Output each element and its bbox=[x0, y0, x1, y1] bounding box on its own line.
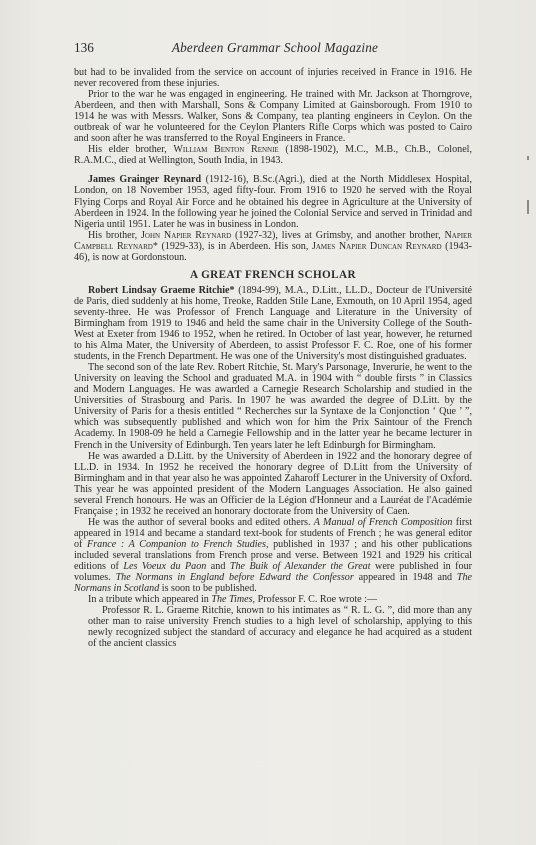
reynard-mid1: (1927-32), lives at Grimsby, and another brother, bbox=[235, 229, 441, 241]
ritchie-name: Robert Lindsay Graeme Ritchie* bbox=[88, 284, 235, 296]
p4-a: He was the author of several books and edited others. bbox=[88, 516, 311, 528]
margin-mark bbox=[527, 156, 529, 160]
newspaper-title: The Times, bbox=[211, 594, 256, 606]
book-title-france: France : A Companion to French Studies, bbox=[87, 538, 269, 550]
book-title-voeux: Les Voeux du Paon bbox=[123, 561, 207, 573]
book-title-normans-england: The Normans in England before Edward the Confessor bbox=[115, 572, 354, 584]
p5-b: Professor F. C. Roe wrote :— bbox=[257, 594, 378, 606]
reynard-brother-before: His brother, bbox=[88, 229, 138, 241]
p4-d: and bbox=[210, 561, 226, 573]
p4-c: published in 1937 ; and his other publications included several translations from French prose and verse. Between 1921 and 1929 his critical editions of bbox=[74, 538, 472, 573]
reynard-name: James Grainger Reynard bbox=[88, 174, 202, 186]
running-title: Aberdeen Grammar School Magazine bbox=[171, 40, 379, 55]
p4-b: first appeared in 1914 and became a standard text-book for students of French ; he was general editor of bbox=[74, 516, 473, 550]
p5-a: In a tribute which appeared in bbox=[88, 594, 209, 606]
ritchie-honours-paragraph: He was awarded a D.Litt. by the University of Aberdeen in 1922 and the honorary degree of LL.D. in 1934. In 1952 he received the honorary degree of D.Litt from the University of Birmingham and in that year also he was appointed Zaharoff Lecturer in the University of Oxford. This year he was appointed president of the Modern Languages Association. He also gained several French honours. He was an Officier de la Légion d'Honneur and a Lauréat de l'Académie Française ; in 1932 he received an honorary doctorate from the University of Caen. bbox=[74, 450, 472, 517]
reynard-brother1-name: John Napier Reynard bbox=[140, 229, 232, 241]
ritchie-tribute-intro-paragraph bbox=[74, 594, 472, 605]
ritchie-intro-paragraph bbox=[74, 285, 472, 362]
ritchie-intro-text: (1894-99), M.A., D.Litt., LL.D., Docteur de l'Université de Paris, died suddenly at his home, Treoke, Radden Stile Lane, Exmouth, on 10 April 1954, aged seventy-three. He was Professor of French Language and Literature in the University of Birmingham from 1919 to 1946 and held the same chair in the University College of the South-West at Exeter from 1946 to 1952, when he retired. In October of last year, however, he returned to his Alma Mater, the University of Aberdeen, to assist Professor F. C. Roe, one of his former students, in the French Department. He was one of the University's most distinguished graduates. bbox=[74, 284, 472, 363]
book-title-normans-scotland: The Normans in Scotland bbox=[74, 572, 473, 595]
rennie-brother-before: His elder brother, bbox=[88, 144, 167, 156]
ritchie-publications-paragraph bbox=[74, 517, 472, 594]
reynard-brother2-name: Napier Campbell Reynard* bbox=[74, 229, 472, 252]
p4-g: is soon to be published. bbox=[161, 583, 257, 595]
p4-e: were published in four volumes. bbox=[74, 561, 472, 584]
reynard-obituary-paragraph bbox=[74, 174, 472, 229]
reynard-family-paragraph bbox=[74, 230, 472, 263]
book-title-manual: A Manual of French Composition bbox=[313, 516, 453, 528]
rennie-continued-paragraph: but had to be invalided from the service on account of injuries received in France in 1916. He never recovered from these injuries. bbox=[74, 67, 472, 90]
margin-mark bbox=[527, 200, 529, 214]
rennie-brother-name: William Benton Rennie bbox=[173, 144, 279, 156]
page-body bbox=[74, 67, 472, 649]
page-number: 136 bbox=[74, 40, 94, 55]
reynard-end: (1943-46), is now at Gordonstoun. bbox=[74, 240, 472, 263]
rennie-career-paragraph: Prior to the war he was engaged in engineering. He trained with Mr. Jackson at Thorngrove, Aberdeen, and then with Marshall, Sons & Company Limited at Gainsborough. From 1910 to 1914 he was with Messrs. Walker, Sons & Company, tea planting engineers in Ceylon. On the outbreak of war he volunteered for the Ceylon Planters Rifle Corps which was posted to Cairo and soon after he was transferred to the Royal Engineers in France. bbox=[74, 89, 472, 145]
ritchie-education-paragraph: The second son of the late Rev. Robert Ritchie, St. Mary's Parsonage, Inverurie, he went to the University on leaving the School and graduated M.A. in 1904 with “ double firsts ” in Classics and Modern Languages. He was awarded a Carnegie Research Scholarship and studied in the Universities of Strasbourg and Paris. In 1907 he was awarded the degree of D.Litt. by the University of Paris for a thesis entitled “ Recherches sur la Syntaxe de la Conjonction ‘ Que ’ ”, which was subsequently published and which won for him the Prix Saintour of the French Academy. In 1908-09 he held a Carnegie Fellowship and in the latter year he became lecturer in French in the University of Edinburgh. Ten years later he left Edinburgh for Birmingham. bbox=[74, 362, 472, 451]
page-header bbox=[74, 40, 476, 56]
rennie-brother-after: (1898-1902), M.C., M.B., Ch.B., Colonel, R.A.M.C., died at Wellington, South India, in 1943. bbox=[74, 144, 472, 167]
reynard-mid2: (1929-33), is in Aberdeen. His son, bbox=[161, 240, 309, 252]
section-heading: A GREAT FRENCH SCHOLAR bbox=[190, 268, 356, 281]
reynard-text: (1912-16), B.Sc.(Agri.), died at the North Middlesex Hospital, London, on 18 November 1953, aged fifty-four. From 1916 to 1920 he served with the Royal Flying Corps and Royal Air Force and he obtained his degree in Agriculture at the University of Aberdeen in 1924. In the following year he joined the Colonial Service and served in Trinidad and Nigeria until 1951. Later he was in business in London. bbox=[74, 174, 472, 230]
book-title-buik: The Buik of Alexander the Great bbox=[229, 561, 371, 573]
tribute-quote: Professor R. L. Graeme Ritchie, known to his intimates as “ R. L. G. ”, did more than any other man to raise university French studies to a high level of scholarship, applying to this newly recognized subject the standard of accuracy and elegance he had acquired as a student of the ancient classics bbox=[88, 605, 472, 650]
p4-f: appeared in 1948 and bbox=[358, 572, 453, 584]
rennie-brother-paragraph bbox=[74, 144, 472, 166]
reynard-son-name: James Napier Duncan Reynard bbox=[311, 240, 442, 252]
